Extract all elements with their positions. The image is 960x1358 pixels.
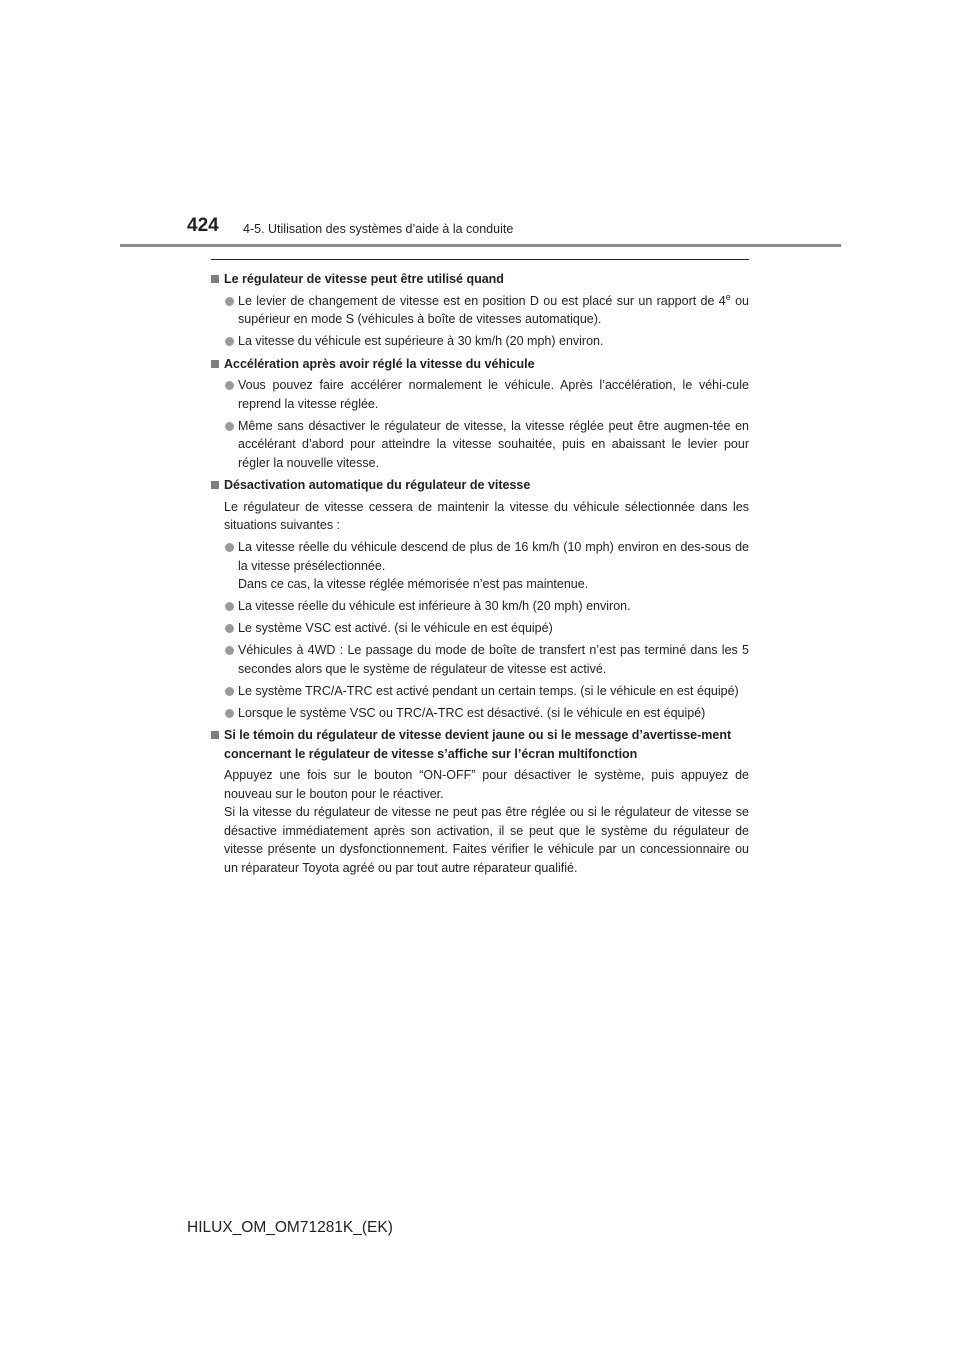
bullet-item — [211, 682, 749, 701]
content-divider — [211, 259, 749, 260]
content-body — [211, 266, 749, 881]
heading-square-icon — [211, 360, 219, 368]
bullet-item — [211, 332, 749, 351]
section-heading — [211, 726, 749, 763]
bullet-item — [211, 292, 749, 329]
heading-square-icon — [211, 731, 219, 739]
heading-square-icon — [211, 275, 219, 283]
bullet-dot-icon — [225, 337, 234, 346]
bullet-item — [211, 641, 749, 678]
bullet-text: Dans ce cas, la vitesse réglée mémorisée n’est pas maintenue. — [238, 577, 589, 591]
bullet-item — [211, 417, 749, 473]
heading-text: Désactivation automatique du régulateur de vitesse — [224, 478, 531, 492]
bullet-text: Le système VSC est activé. (si le véhicule en est équipé) — [238, 621, 553, 635]
bullet-item — [211, 538, 749, 594]
bullet-text: Même sans désactiver le régulateur de vitesse, la vitesse réglée peut être augmen-tée en accélérant d’abord pour atteindre la vitesse souhaitée, puis en abaissant le levier pour régler la nouvelle vitesse. — [238, 418, 749, 470]
bullet-text: Vous pouvez faire accélérer normalement le véhicule. Après l’accélération, le véhi-cule reprend la vitesse réglée. — [238, 378, 749, 411]
section-title: 4-5. Utilisation des systèmes d’aide à la conduite — [243, 222, 514, 236]
bullet-text: La vitesse du véhicule est supérieure à 30 km/h (20 mph) environ. — [238, 334, 604, 348]
bullet-text: La vitesse réelle du véhicule descend de plus de 16 km/h (10 mph) environ en des-sous de la vitesse présélectionnée. — [238, 540, 749, 573]
superscript: e — [725, 291, 731, 302]
bullet-dot-icon — [225, 624, 234, 633]
bullet-text: ou supérieur en mode S (véhicules à boîte de vitesses automatique). — [238, 293, 749, 326]
bullet-item — [211, 704, 749, 723]
bullet-dot-icon — [225, 543, 234, 552]
bullet-text: Le système TRC/A-TRC est activé pendant un certain temps. (si le véhicule en est équipé) — [238, 683, 739, 698]
bullet-dot-icon — [225, 602, 234, 611]
bullet-dot-icon — [225, 687, 234, 696]
bullet-text: Lorsque le système VSC ou TRC/A-TRC est désactivé. (si le véhicule en est équipé) — [238, 705, 706, 720]
header-divider — [120, 244, 841, 247]
bullet-item — [211, 619, 749, 638]
bullet-dot-icon — [225, 709, 234, 718]
bullet-dot-icon — [225, 646, 234, 655]
bullet-text: La vitesse réelle du véhicule est inférieure à 30 km/h (20 mph) environ. — [238, 599, 631, 613]
paragraph — [211, 766, 749, 877]
bullet-item — [211, 376, 749, 413]
heading-text: Le régulateur de vitesse peut être utilisé quand — [224, 272, 504, 286]
paragraph-text: Appuyez une fois sur le bouton “ON-OFF” pour désactiver le système, puis appuyez de nouveau sur le bouton pour le réactiver. — [224, 768, 749, 801]
bullet-dot-icon — [225, 381, 234, 390]
bullet-dot-icon — [225, 422, 234, 431]
heading-text: Accélération après avoir réglé la vitesse du véhicule — [224, 356, 535, 371]
section-intro: Le régulateur de vitesse cessera de maintenir la vitesse du véhicule sélectionnée dans les situations suivantes : — [224, 499, 749, 532]
paragraph-text: Si la vitesse du régulateur de vitesse ne peut pas être réglée ou si le régulateur de vitesse se désactive immédiatement après son activation, il se peut que le système du régulateur de vitesse présente un dysfonctionnement. Faites vérifier le véhicule par un concessionnaire ou un réparateur Toyota agréé ou par tout autre réparateur qualifié. — [224, 805, 749, 875]
bullet-dot-icon — [225, 297, 234, 306]
bullet-text: Le levier de changement de vitesse est en position D ou est placé sur un rapport de 4 — [238, 293, 726, 308]
bullet-text: Véhicules à 4WD : Le passage du mode de boîte de transfert n’est pas terminé dans les 5 secondes alors que le système de régulateur de vitesse est activé. — [238, 643, 749, 676]
heading-text: Si le témoin du régulateur de vitesse devient jaune ou si le message d’avertisse-ment concernant le régulateur de vitesse s’affiche sur l’écran multifonction — [224, 728, 732, 761]
document-code: HILUX_OM_OM71281K_(EK) — [187, 1219, 393, 1236]
section-heading — [211, 476, 749, 495]
bullet-item — [211, 597, 749, 616]
page-number: 424 — [187, 215, 219, 236]
heading-square-icon — [211, 481, 219, 489]
section-heading — [211, 355, 749, 374]
section-heading — [211, 270, 749, 289]
